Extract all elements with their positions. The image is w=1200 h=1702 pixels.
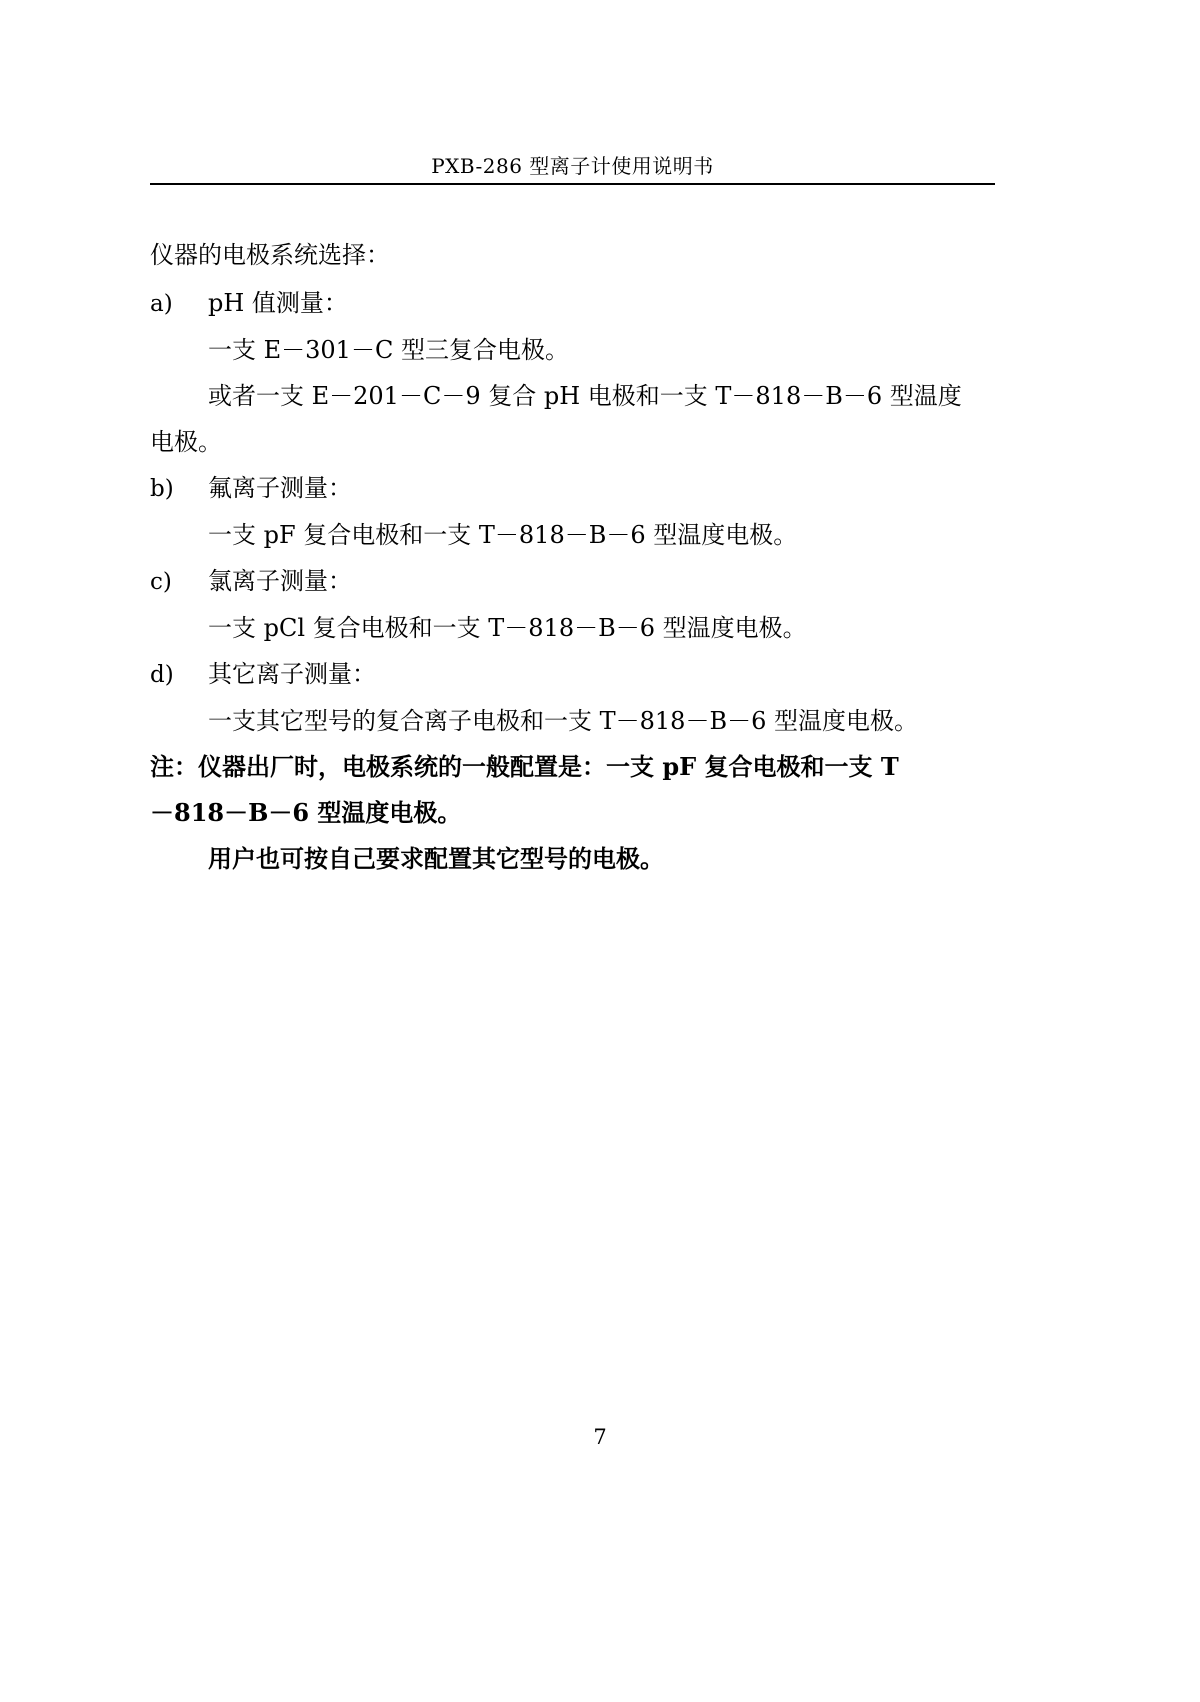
page-content [150, 232, 998, 882]
list-marker: b) [150, 476, 174, 502]
list-item [150, 558, 998, 651]
list-item-line: 一支其它型号的复合离子电极和一支 T－818－B－6 型温度电极。 [208, 707, 918, 735]
list-item [150, 651, 998, 744]
list-item-line: 一支 pCl 复合电极和一支 T－818－B－6 型温度电极。 [208, 614, 807, 642]
list-item-line: 或者一支 E－201－C－9 复合 pH 电极和一支 T－818－B－6 型温度 [208, 382, 962, 410]
note-line-1: 注：仪器出厂时，电极系统的一般配置是：一支 pF 复合电极和一支 T [150, 752, 899, 781]
list-item-title: 氟离子测量： [208, 474, 352, 502]
list-item [150, 280, 998, 465]
list-item-heading [150, 465, 998, 512]
list-marker: a) [150, 291, 173, 317]
list-marker: d) [150, 662, 174, 688]
list-item-heading [150, 651, 998, 698]
page-number: 7 [593, 1425, 607, 1449]
note-line-2: －818－B－6 型温度电极。 [150, 798, 462, 827]
list-marker: c) [150, 569, 172, 595]
page-header: PXB-286 型离子计使用说明书 [431, 154, 714, 178]
list-item-heading [150, 558, 998, 605]
list-item-title: pH 值测量： [208, 289, 348, 317]
note-block [150, 744, 998, 882]
note-line-3: 用户也可按自己要求配置其它型号的电极。 [208, 844, 664, 873]
list-item-line: 一支 E－301－C 型三复合电极。 [208, 336, 569, 364]
list-item-title: 其它离子测量： [208, 660, 376, 688]
list-item-heading [150, 280, 998, 327]
list-item-title: 氯离子测量： [208, 567, 352, 595]
header-divider [150, 183, 995, 185]
intro-paragraph: 仪器的电极系统选择： [150, 241, 390, 269]
list-item [150, 465, 998, 558]
list-item-line: 一支 pF 复合电极和一支 T－818－B－6 型温度电极。 [208, 521, 798, 549]
list-item-wrap-line: 电极。 [150, 428, 222, 456]
